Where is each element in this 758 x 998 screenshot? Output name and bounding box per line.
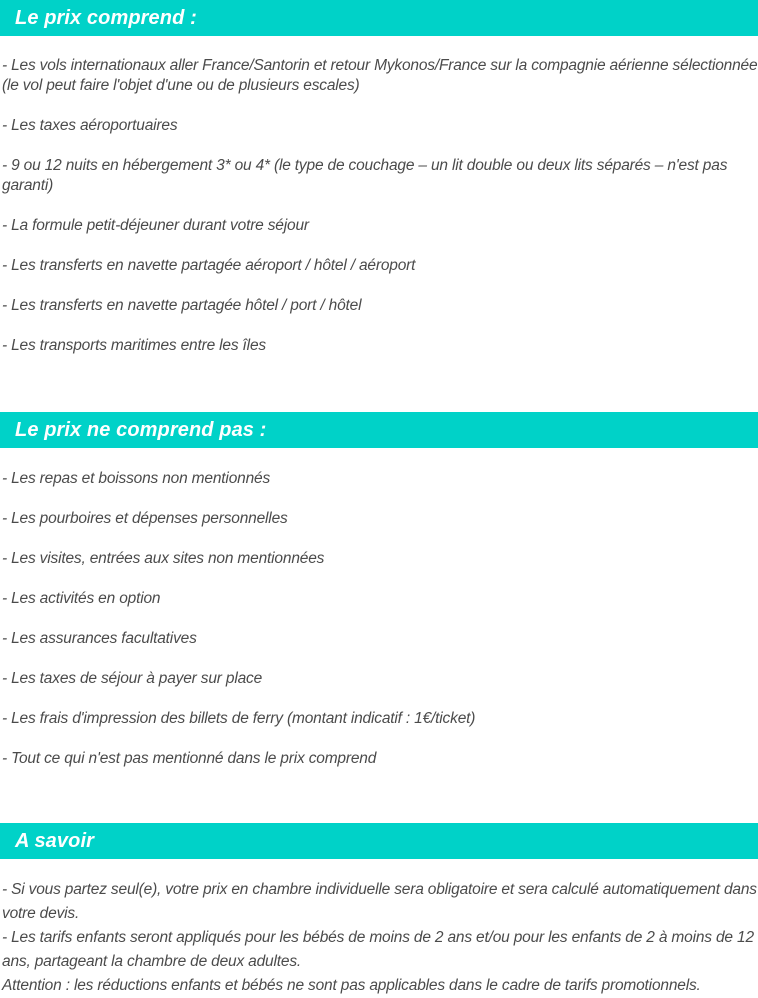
section-body-price-excludes: [0, 448, 758, 769]
list-item: - Les frais d'impression des billets de ferry (montant indicatif : 1€/ticket): [2, 710, 476, 727]
list-item: - Les tarifs enfants seront appliqués pour les bébés de moins de 2 ans et/ou pour les enfants de 2 à moins de 12 ans, partageant la chambre de deux adultes.: [2, 929, 754, 970]
list-item: - Les taxes aéroportuaires: [2, 117, 178, 134]
list-item: - Si vous partez seul(e), votre prix en chambre individuelle sera obligatoire et sera calculé automatiquement dans votre devis.: [2, 881, 757, 922]
list-item: - Les repas et boissons non mentionnés: [2, 470, 271, 487]
list-item: - Les taxes de séjour à payer sur place: [2, 670, 263, 687]
price-excludes-list: [2, 469, 758, 769]
list-item: Attention : les réductions enfants et bébés ne sont pas applicables dans le cadre de tarifs promotionnels.: [2, 977, 701, 994]
section-header-price-includes: [0, 0, 758, 36]
price-includes-list: [2, 56, 758, 356]
list-item: - Les assurances facultatives: [2, 630, 197, 647]
section-price-includes: [0, 0, 758, 356]
section-title-price-includes: Le prix comprend :: [15, 7, 197, 29]
section-header-price-excludes: [0, 412, 758, 448]
notice-list: [2, 878, 758, 998]
section-body-price-includes: [0, 36, 758, 356]
section-title-price-excludes: Le prix ne comprend pas :: [15, 419, 267, 441]
section-price-excludes: [0, 412, 758, 769]
list-item: - Les vols internationaux aller France/Santorin et retour Mykonos/France sur la compagnie aérienne sélectionnée (le vol peut faire l'objet d'une ou de plusieurs escales): [2, 57, 758, 94]
list-item: - Tout ce qui n'est pas mentionné dans le prix comprend: [2, 750, 377, 767]
list-item: - Les transports maritimes entre les îles: [2, 337, 266, 354]
section-title-notice: A savoir: [15, 830, 94, 852]
list-item: - Les activités en option: [2, 590, 161, 607]
section-body-notice: [0, 859, 758, 998]
list-item: - Les transferts en navette partagée aéroport / hôtel / aéroport: [2, 257, 416, 274]
list-item: - 9 ou 12 nuits en hébergement 3* ou 4* (le type de couchage – un lit double ou deux lits séparés – n'est pas garanti): [2, 157, 728, 194]
list-item: - Les transferts en navette partagée hôtel / port / hôtel: [2, 297, 362, 314]
section-notice: [0, 823, 758, 998]
list-item: - Les pourboires et dépenses personnelles: [2, 510, 288, 527]
list-item: - La formule petit-déjeuner durant votre séjour: [2, 217, 309, 234]
section-header-notice: [0, 823, 758, 859]
list-item: - Les visites, entrées aux sites non mentionnées: [2, 550, 325, 567]
